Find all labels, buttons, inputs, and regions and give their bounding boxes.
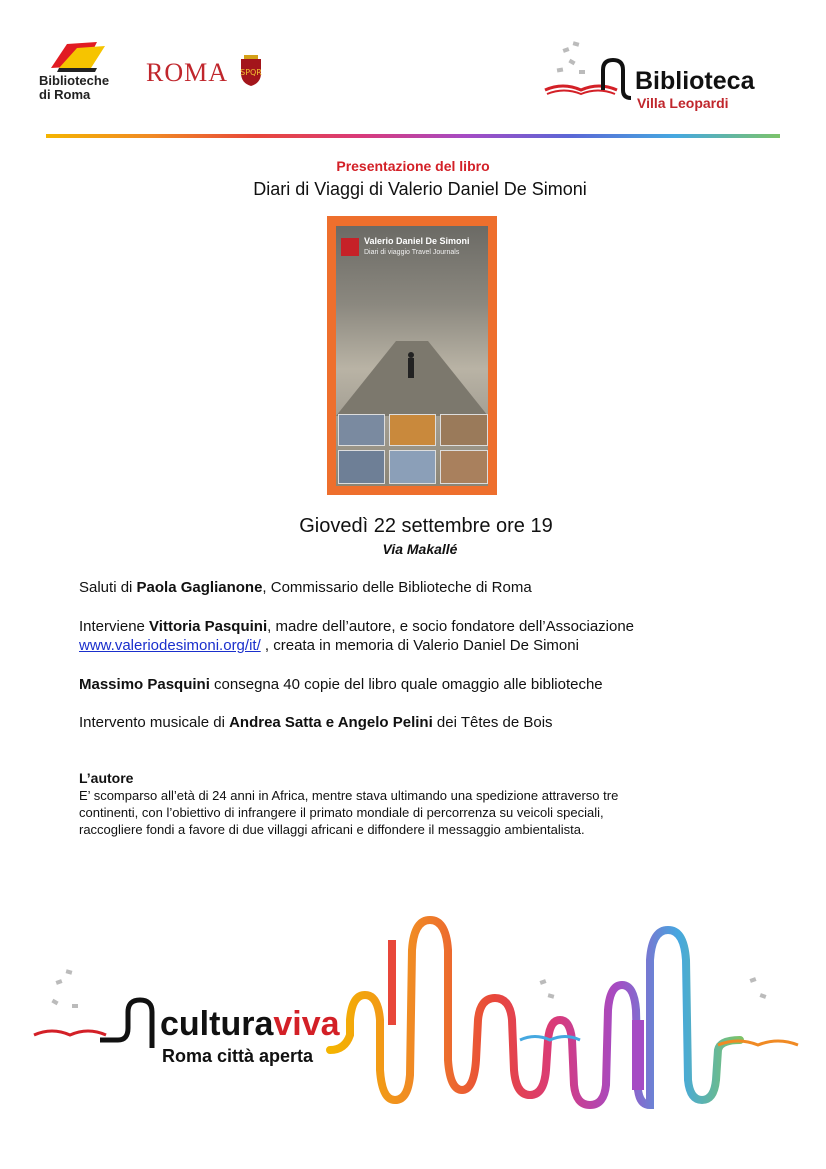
logo-text-line2: di Roma: [39, 87, 91, 102]
svg-text:SPQR: SPQR: [240, 68, 262, 77]
event-date: Giovedì 22 settembre ore 19: [299, 515, 553, 537]
header-divider: [46, 134, 780, 138]
library-name: Biblioteca: [635, 67, 755, 95]
cover-photo: [336, 226, 488, 486]
culturaviva-tagline: Roma città aperta: [162, 1046, 314, 1066]
text: Saluti di: [79, 579, 137, 596]
thumbnail-photo: [389, 450, 436, 484]
text: Interviene: [79, 618, 150, 635]
biblioteca-villa-leopardi-logo: [543, 40, 773, 115]
event-title: Diari di Viaggi di Valerio Daniel De Simoni: [253, 179, 587, 199]
thumbnail-photo: [338, 450, 385, 484]
event-label: Presentazione del libro: [336, 158, 490, 174]
book-cover: [327, 216, 497, 495]
person-name: Massimo Pasquini: [79, 676, 210, 693]
bio-line: continenti, con l’obiettivo di infrangere il primato mondiale di percorrenza su veicoli speciali,: [79, 805, 604, 820]
paragraph-speaker: [79, 617, 634, 655]
culturaviva-artwork: [0, 900, 826, 1130]
text: Intervento musicale di: [79, 714, 230, 731]
library-subname: Villa Leopardi: [637, 95, 729, 111]
person-name: Vittoria Pasquini: [149, 618, 268, 635]
author-bio: [79, 787, 749, 838]
logo-word-cultura: cultura: [160, 1005, 274, 1043]
roma-crest-icon: [238, 55, 264, 87]
text: dei Têtes de Bois: [432, 714, 553, 731]
association-link[interactable]: www.valeriodesimoni.org/it/: [79, 637, 261, 654]
bio-line: raccogliere fondi a favore di due villaggi africani e diffondere il messaggio ambientalista.: [79, 822, 585, 837]
publisher-mark: [341, 238, 359, 256]
cover-subtitle: Diari di viaggio Travel Journals: [364, 249, 460, 256]
text: consegna 40 copie del libro quale omaggio alle biblioteche: [209, 676, 603, 693]
bio-line: E’ scomparso all’età di 24 anni in Africa, mentre stava ultimando una spedizione attraverso tre: [79, 788, 619, 803]
thumbnail-photo: [389, 414, 436, 446]
paragraph-donation: [79, 675, 603, 694]
cover-author: Valerio Daniel De Simoni: [364, 236, 470, 246]
logo-text-line1: Biblioteche: [39, 73, 110, 88]
text: , Commissario delle Biblioteche di Roma: [262, 579, 532, 596]
thumbnail-photo: [440, 414, 488, 446]
author-heading: L’autore: [79, 770, 134, 786]
culturaviva-logo: [160, 1005, 340, 1044]
open-book-icon: [543, 40, 633, 100]
biblioteche-di-roma-logo: [37, 38, 137, 108]
column-icon: [632, 1020, 644, 1090]
text: , creata in memoria di Valerio Daniel De Simoni: [260, 637, 579, 654]
event-place: Via Makallé: [382, 541, 458, 557]
paragraph-music: [79, 713, 553, 732]
musicians: Andrea Satta e Angelo Pelini: [229, 714, 433, 731]
person-name: Paola Gaglianone: [136, 579, 263, 596]
logo-word-viva: viva: [273, 1005, 340, 1043]
text: , madre dell’autore, e socio fondatore dell’Associazione: [267, 618, 635, 635]
open-book-icon: [34, 969, 106, 1035]
book-icon: [37, 38, 137, 78]
obelisk-icon: [388, 940, 396, 1025]
paragraph-greetings: [79, 578, 532, 597]
thumbnail-photo: [440, 450, 488, 484]
thumbnail-photo: [338, 414, 385, 446]
road-image: [336, 336, 488, 416]
roma-logo-text: ROMA: [146, 58, 229, 87]
